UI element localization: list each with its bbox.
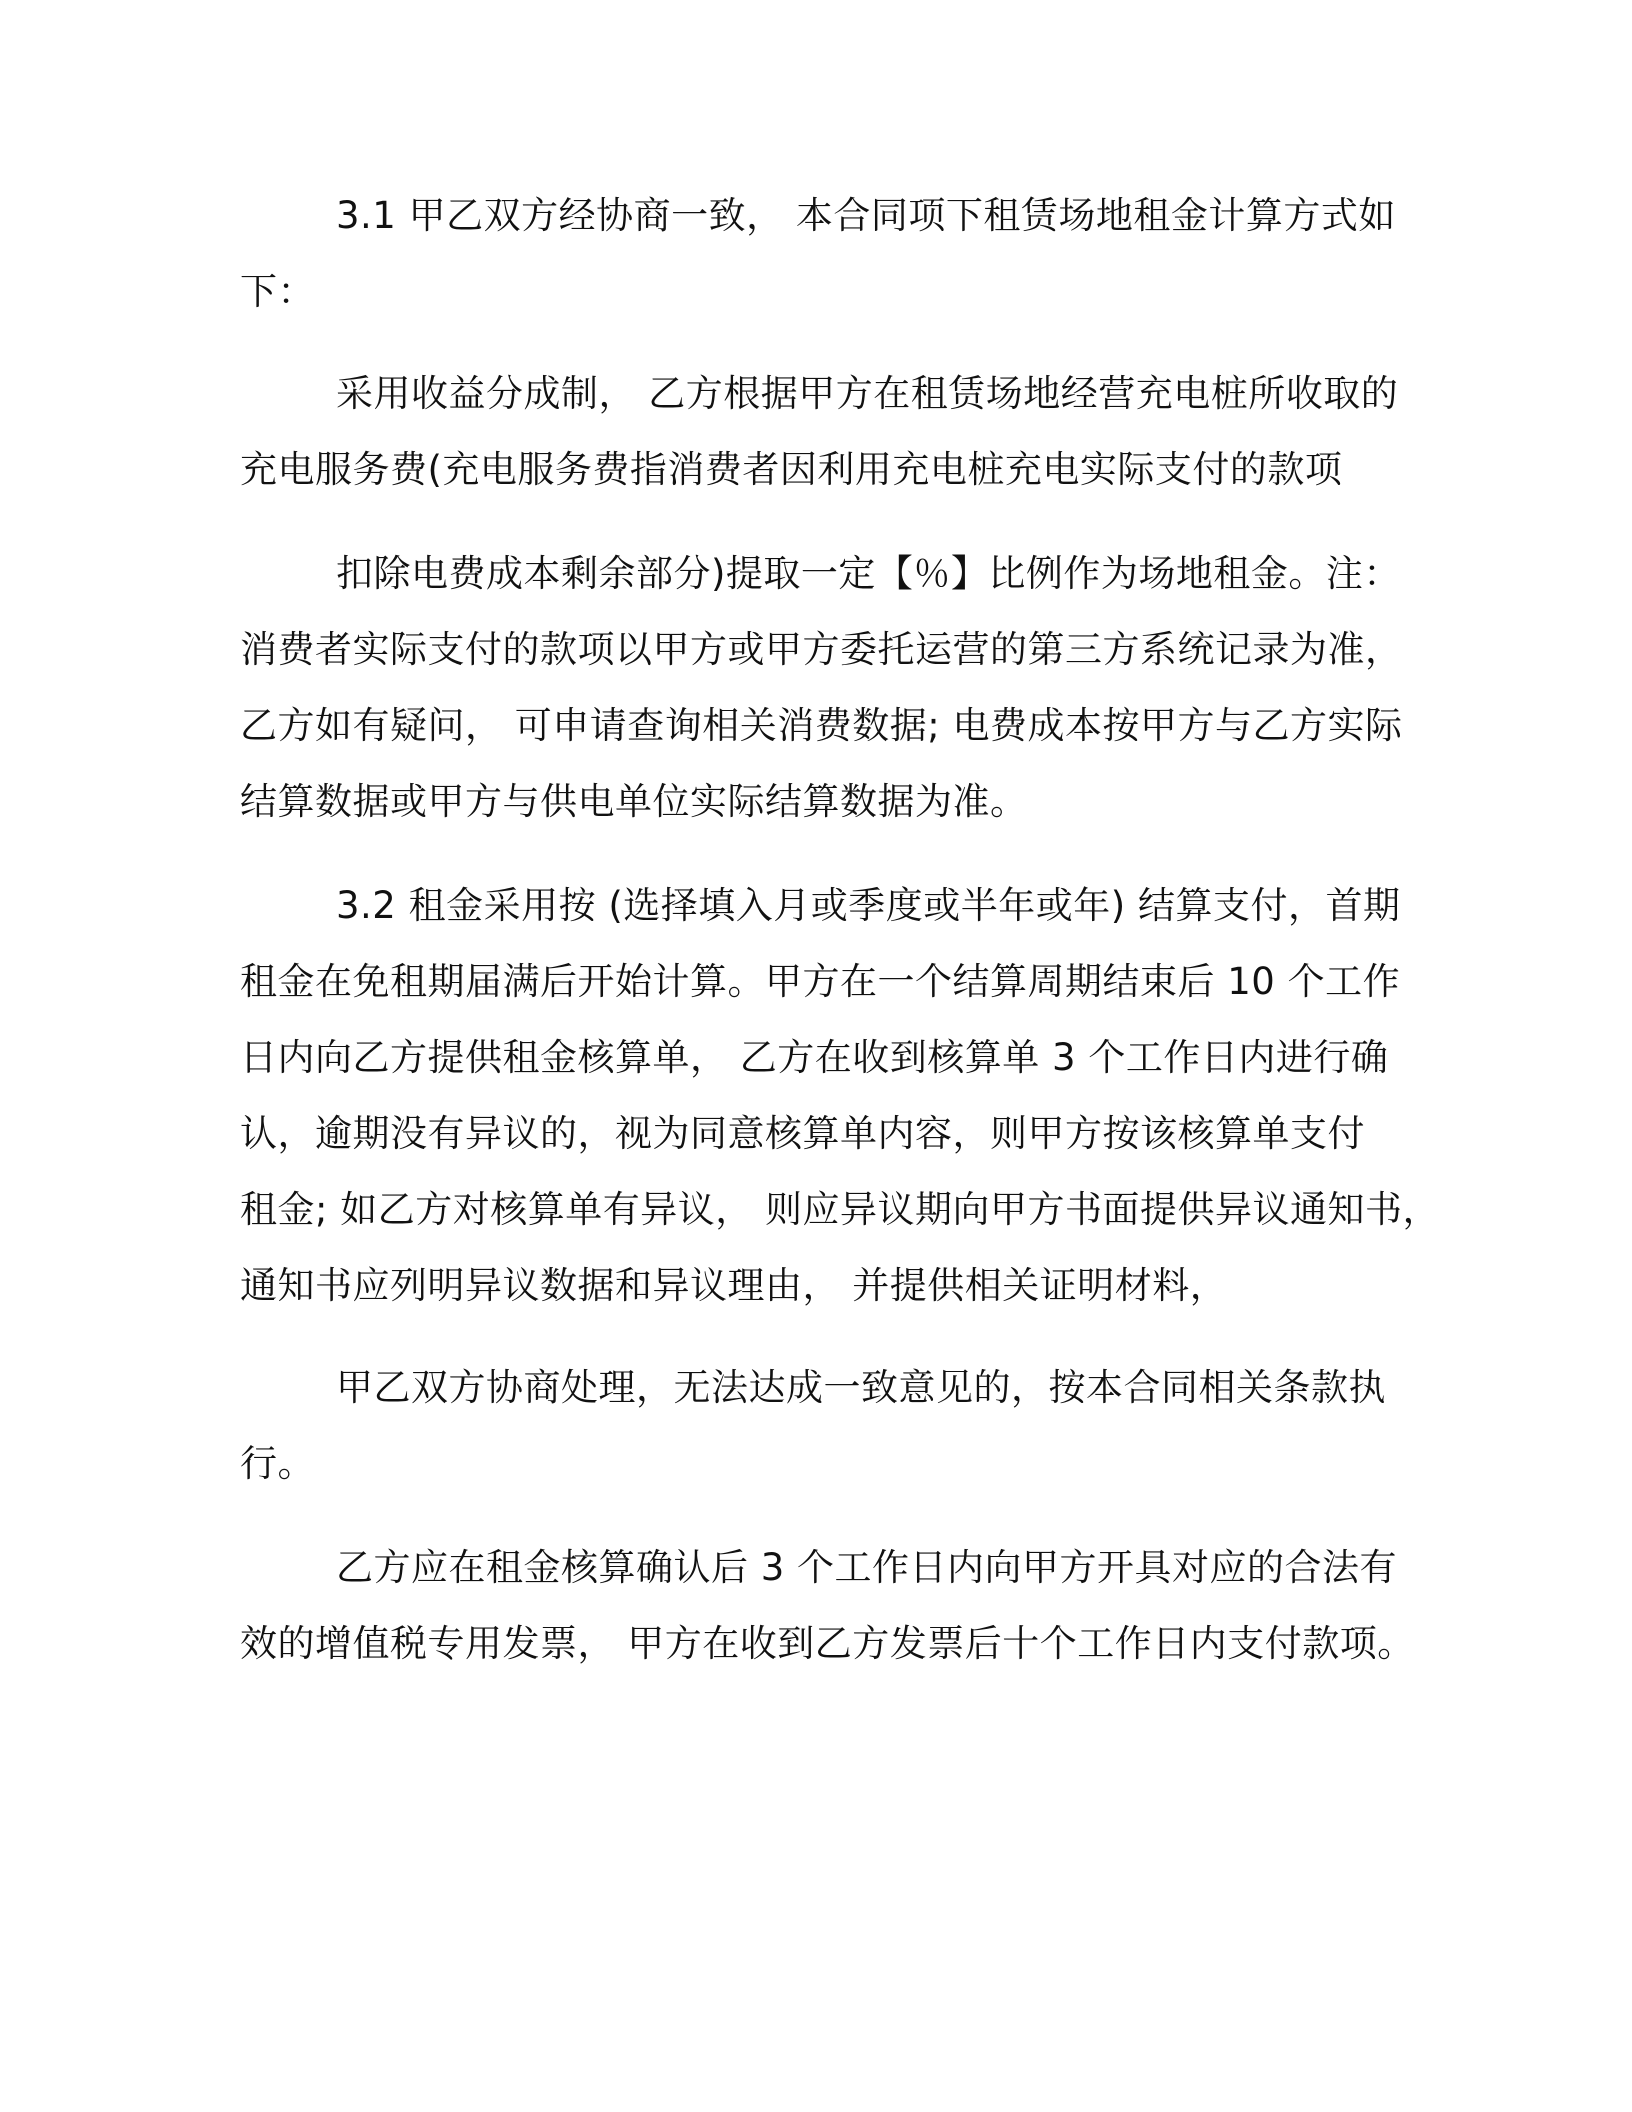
- paragraph-negotiation-line-2: 行。: [240, 1442, 315, 1485]
- paragraph-revenue-share-line-1: 采用收益分成制， 乙方根据甲方在租赁场地经营充电桩所收取的: [336, 372, 1399, 415]
- clause-3-1-line-1: 3.1 甲乙双方经协商一致， 本合同项下租赁场地租金计算方式如: [336, 194, 1396, 237]
- clause-3-2-line-2: 租金在免租期届满后开始计算。甲方在一个结算周期结束后 10 个工作: [240, 960, 1401, 1003]
- clause-3-2-line-6: 通知书应列明异议数据和异议理由， 并提供相关证明材料，: [240, 1264, 1228, 1307]
- paragraph-deduction-line-3: 乙方如有疑问， 可申请查询相关消费数据; 电费成本按甲方与乙方实际: [240, 704, 1403, 747]
- clause-3-2-line-4: 认，逾期没有异议的，视为同意核算单内容，则甲方按该核算单支付: [240, 1112, 1365, 1155]
- paragraph-invoice-line-2: 效的增值税专用发票， 甲方在收到乙方发票后十个工作日内支付款项。: [240, 1622, 1415, 1665]
- clause-3-1-line-2: 下：: [240, 270, 315, 313]
- clause-3-2-line-1: 3.2 租金采用按 (选择填入月或季度或半年或年) 结算支付，首期: [336, 884, 1401, 927]
- clause-3-2-line-3: 日内向乙方提供租金核算单， 乙方在收到核算单 3 个工作日内进行确: [240, 1036, 1389, 1079]
- paragraph-invoice-line-1: 乙方应在租金核算确认后 3 个工作日内向甲方开具对应的合法有: [336, 1546, 1398, 1589]
- paragraph-revenue-share-line-2: 充电服务费(充电服务费指消费者因利用充电桩充电实际支付的款项: [240, 448, 1343, 491]
- paragraph-deduction-line-4: 结算数据或甲方与供电单位实际结算数据为准。: [240, 780, 1028, 823]
- paragraph-negotiation-line-1: 甲乙双方协商处理，无法达成一致意见的，按本合同相关条款执: [336, 1366, 1386, 1409]
- paragraph-deduction-line-2: 消费者实际支付的款项以甲方或甲方委托运营的第三方系统记录为准，: [240, 628, 1403, 671]
- paragraph-deduction-line-1: 扣除电费成本剩余部分)提取一定【％】比例作为场地租金。注：: [336, 552, 1401, 595]
- clause-3-2-line-5: 租金; 如乙方对核算单有异议， 则应异议期向甲方书面提供异议通知书，: [240, 1188, 1440, 1231]
